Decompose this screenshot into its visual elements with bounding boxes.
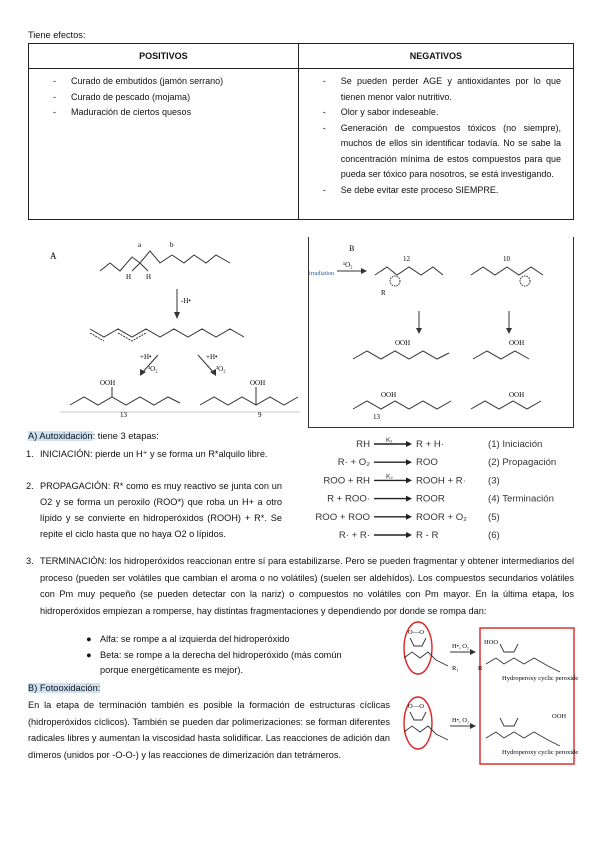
photooxidation-figure	[308, 237, 574, 428]
list-item: - Se debe evitar este proceso SIEMPRE.	[299, 183, 573, 199]
equations-svg	[300, 436, 580, 546]
equation-left: R· + O₂	[337, 457, 370, 469]
cyc-ooh: OOH	[552, 713, 567, 720]
fig-b-ooh1: OOH	[395, 339, 411, 347]
fig-b-irr: irradiation	[309, 271, 334, 277]
cyclic-peroxide-figure	[400, 618, 579, 766]
equation-right: ROOR + O₂	[416, 511, 467, 523]
list-item	[86, 632, 344, 648]
equation-label: (1) Iniciación	[488, 439, 543, 450]
positive-list	[29, 74, 298, 121]
equation-row	[339, 530, 500, 541]
fig-a-a: a	[138, 241, 142, 249]
beta-text: Beta: se rompe a la derecha del hidroperóxido (más común porque energéticamente es mejor).	[100, 649, 342, 675]
equation-row	[356, 437, 542, 450]
fig-a-n9: 9	[258, 411, 262, 419]
autoxidation-tail: : tiene 3 etapas:	[92, 431, 159, 441]
equation-right: R - R	[416, 530, 439, 541]
step-2	[26, 478, 282, 542]
fig-a-h1: H	[126, 273, 132, 281]
fig-a-n13: 13	[120, 411, 127, 419]
cyc-lab1: Hydroperoxy cyclic peroxide	[502, 675, 579, 682]
equation-left: R + ROO·	[327, 493, 370, 505]
fig-b-r: R	[381, 289, 386, 297]
cyc-hooh1: H•, O₂	[452, 643, 470, 650]
autoxidation-title: A) Autoxidación	[28, 431, 93, 441]
step-2-text: PROPAGACIÓN: R* como es muy reactivo se junta con un O2 y se forma un peroxilo (ROO*) que roba un H+ a otro lípido y se convierte en hidroperóxidos (ROOH) + R*. Se repite el ciclo hasta que no haya O2 o lípidos.	[40, 481, 282, 539]
fig-a-o2b: ³O₂	[216, 365, 226, 373]
equation-label: (5)	[488, 511, 500, 523]
cyc-oo2: O—O	[408, 703, 424, 710]
equation-left: ROO + ROO	[315, 511, 370, 523]
fig-b-ooh3: OOH	[381, 391, 397, 399]
photo-heading	[28, 683, 100, 693]
equation-right: ROOR	[416, 493, 445, 505]
fig-b-ooh2: OOH	[509, 339, 525, 347]
step-3-text: TERMINACIÓN: los hidroperóxidos reaccionan entre sí para estabilizarse. Pero se pueden fragmentar y obtener intermediarios del proceso (pueden ser volátiles que cambian el aroma o no volátiles) (suelen ser aldehídos). Los compuestos secundarios volátiles con Pm muy pequeño (se pueden detectar con la nariz) o compuestos no volátiles con Pm mayor. En la última etapa, los hidroperóxidos empiezan a romperse, hay distintas fragmentaciones y dependiendo por donde se rompa dan:	[40, 556, 574, 616]
fig-b-n13: 13	[373, 413, 380, 421]
equation-right: ROOH + R·	[416, 475, 466, 487]
equation-right: R + H·	[416, 439, 444, 450]
positive-cell	[29, 69, 299, 220]
fig-a-plus-h1: +H•	[140, 353, 152, 361]
effects-table	[28, 43, 574, 220]
equation-left: R· + R·	[338, 530, 370, 541]
list-item	[86, 648, 344, 679]
step-2-num: 2.	[26, 481, 34, 491]
cyc-hoo: HOO	[484, 639, 499, 646]
equation-row	[327, 494, 554, 505]
cyc-hooh2: H•, O₂	[452, 717, 470, 724]
list-item: - Generación de compuestos tóxicos (no siempre), muchos de ellos sin identificar todavía. No se sabe la concentración mínima de estos compuestos para que pueda ser tóxico para nosotros, se está investigando.	[299, 121, 573, 183]
equation-label: (6)	[488, 530, 500, 541]
bullet-icon: ●	[86, 649, 92, 660]
cyc-lab2: Hydroperoxy cyclic peroxide	[502, 749, 579, 756]
fragmentation-list	[86, 632, 344, 679]
list-item: - Maduración de ciertos quesos	[29, 105, 298, 121]
fig-a-plus-h2: +H•	[206, 353, 218, 361]
negative-list	[299, 74, 573, 198]
fig-b-o2: ¹O₂	[343, 261, 353, 269]
list-item: - Curado de pescado (mojama)	[29, 90, 298, 106]
cyc-oo1: O—O	[408, 629, 424, 636]
photo-paragraph: En la etapa de terminación también es posible la formación de estructuras cíclicas (hidroperóxidos cíclicos). También se pueden dar polimerizaciones: se forman diferentes radicales libres y aumentan la viscosidad hasta solidificar. Las reacciones de adición dan dímeros (unidos por -O-O-) y las reacciones de dimerización dan tetrámeros.	[28, 700, 390, 760]
fig-b-n10: 10	[503, 255, 510, 263]
equation-right: ROO	[416, 457, 438, 469]
arrow-head-icon	[406, 496, 412, 502]
fig-a-o2a: ³O₂	[148, 365, 158, 373]
equation-label: (3)	[488, 475, 500, 487]
equation-k: K₂	[386, 473, 393, 481]
step-1-text: INICIACIÓN: pierde un H⁺ y se forma un R*alquilo libre.	[40, 449, 268, 459]
fig-a-minus-h: -H•	[181, 297, 191, 305]
arrow-head-icon	[406, 514, 412, 520]
equation-label: (2) Propagación	[488, 457, 557, 469]
equation-left: ROO + RH	[323, 475, 370, 487]
step-3-num: 3.	[26, 556, 34, 566]
fig-a-h2: H	[146, 273, 152, 281]
step-3	[26, 553, 574, 619]
arrow-head-icon	[406, 532, 412, 538]
equation-label: (4) Terminación	[488, 493, 554, 505]
equation-k: K₁	[386, 437, 393, 444]
equation-row	[323, 473, 499, 486]
step-1-num: 1.	[26, 449, 34, 459]
equation-row	[315, 512, 499, 523]
fig-b-ooh4: OOH	[509, 391, 525, 399]
fig-a-b: b	[170, 241, 174, 249]
header-positive: POSITIVOS	[29, 44, 299, 69]
fig-a-label: A	[50, 251, 57, 261]
list-item: - Se pueden perder AGE y antioxidantes por lo que tienen menor valor nutritivo.	[299, 74, 573, 105]
autoxidation-figure	[50, 237, 300, 427]
negative-cell	[298, 69, 573, 220]
fig-b-n12: 12	[403, 255, 410, 263]
equation-left: RH	[356, 439, 370, 450]
arrow-head-icon	[406, 477, 412, 483]
alfa-text: Alfa: se rompe a al izquierda del hidroperóxido	[100, 634, 290, 644]
intro-text: Tiene efectos:	[28, 30, 86, 40]
arrow-head-icon	[406, 441, 412, 447]
header-negative: NEGATIVOS	[298, 44, 573, 69]
list-item: - Olor y sabor indeseable.	[299, 105, 573, 121]
cyc-r1: R₁	[452, 665, 459, 672]
fig-b-label: B	[349, 244, 355, 253]
list-item: - Curado de embutidos (jamón serrano)	[29, 74, 298, 90]
equation-row	[338, 457, 557, 468]
autoxidation-heading	[28, 431, 159, 441]
reaction-equations	[300, 436, 580, 549]
arrow-head-icon	[406, 459, 412, 465]
cyc-r: R	[478, 665, 483, 672]
photo-title: B) Fotooxidación:	[28, 683, 101, 693]
step-1	[26, 446, 282, 462]
fig-a-ooh1: OOH	[100, 379, 116, 387]
fig-a-ooh2: OOH	[250, 379, 266, 387]
bullet-icon: ●	[86, 634, 92, 644]
